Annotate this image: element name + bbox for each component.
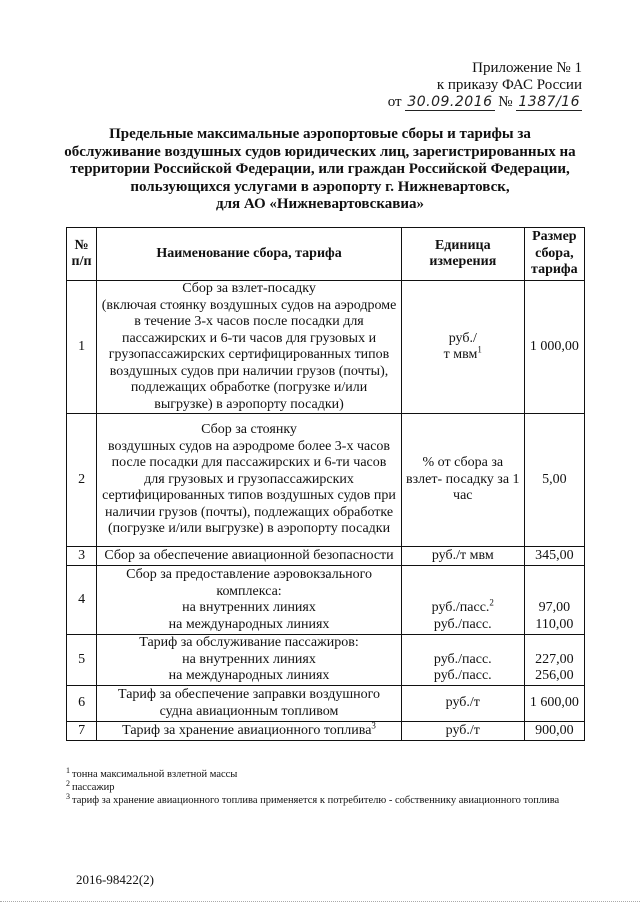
table-row <box>67 414 585 547</box>
header-value: Размер сбора, тарифа <box>524 228 584 281</box>
row-num: 4 <box>67 566 97 635</box>
title-line-5: для АО «Нижневартовскавиа» <box>215 196 424 212</box>
row-unit: руб./т <box>401 722 524 741</box>
row-num: 6 <box>67 686 97 722</box>
appendix-label: Приложение № 1 <box>472 60 582 76</box>
row-num: 7 <box>67 722 97 741</box>
row-num: 5 <box>67 635 97 686</box>
document-number: 2016-98422(2) <box>76 872 154 887</box>
row-value: 1 600,00 <box>524 686 584 722</box>
row-name-detail: воздушных судов на аэродроме более 3-х часов после посадки для пассажирских и 6-ти часов для грузовых и грузопассажирских сертифицированных типов воздушных судов при наличии грузов (почты), подлежащих обработке (погрузке и/или выгрузке) в аэропорту посадки <box>102 438 396 537</box>
title-line-2: обслуживание воздушных судов юридических лиц, зарегистрированных на <box>64 143 576 160</box>
table-row <box>67 635 585 686</box>
row-name <box>97 722 402 741</box>
tariff-table <box>66 227 585 741</box>
row-unit <box>401 635 524 686</box>
row-value-international: 110,00 <box>535 616 574 632</box>
row-name <box>97 566 402 635</box>
row-unit-international: руб./пасс. <box>433 668 492 683</box>
row-value <box>524 635 584 686</box>
footnote <box>66 778 586 794</box>
date-prefix: от <box>387 94 402 110</box>
table-header-row <box>67 228 585 281</box>
appendix-header <box>342 60 582 111</box>
row-name-title: Сбор за предоставление аэровокзального комплекса: <box>126 567 372 599</box>
row-unit-line1: руб./ <box>448 330 477 346</box>
row-name: Тариф за обеспечение заправки воздушного судна авиационным топливом <box>97 686 402 722</box>
scan-edge-divider <box>0 901 640 902</box>
table-row <box>67 281 585 414</box>
footnote-mark: 2 <box>66 778 70 788</box>
row-unit-line2: т мвм <box>443 347 478 362</box>
footnote-text: тонна максимальной взлетной массы <box>72 769 238 780</box>
row-unit-domestic: руб./пасс. <box>431 600 490 615</box>
footnote-ref-3: 3 <box>371 720 376 731</box>
row-unit-domestic: руб./пасс. <box>433 651 492 667</box>
row-value-domestic: 97,00 <box>538 600 571 615</box>
row-unit-international: руб./пасс. <box>433 616 492 632</box>
footnote-text: пассажир <box>72 782 115 793</box>
footnote <box>66 765 586 781</box>
row-name-text: Тариф за хранение авиационного топлива <box>122 722 372 738</box>
row-value: 345,00 <box>524 547 584 566</box>
row-unit: руб./т <box>401 686 524 722</box>
row-name-title: Сбор за стоянку <box>201 422 297 438</box>
number-prefix: № <box>498 94 513 110</box>
row-name <box>97 635 402 686</box>
row-value-international: 256,00 <box>535 668 574 683</box>
row-name <box>97 281 402 414</box>
row-unit: руб./т мвм <box>401 547 524 566</box>
row-line-domestic: на внутренних линиях <box>182 651 316 667</box>
header-num: № п/п <box>67 228 97 281</box>
row-unit <box>401 281 524 414</box>
row-name-detail: (включая стоянку воздушных судов на аэродроме в течение 3-х часов после посадки для пассажирских и 6-ти часов для грузовых и грузопассажирских сертифицированных типов воздушных судов при наличии грузов (почты), подлежащих обработке (погрузке и/или выгрузке) в аэропорту посадки) <box>101 297 397 412</box>
footnote-mark: 1 <box>66 765 70 775</box>
title-line-4: пользующихся услугами в аэропорту г. Нижневартовск, <box>130 178 510 195</box>
row-num: 1 <box>67 281 97 414</box>
footnotes <box>66 765 586 807</box>
row-value: 1 000,00 <box>524 281 584 414</box>
footnote-ref-2: 2 <box>489 597 494 608</box>
footnote-text: тариф за хранение авиационного топлива применяется к потребителю - собственнику авиационного топлива <box>72 795 560 806</box>
handwritten-date: 30.09.2016 <box>407 94 493 110</box>
row-value: 900,00 <box>524 722 584 741</box>
table-row <box>67 722 585 741</box>
row-line-international: на международных линиях <box>168 668 330 684</box>
footnote <box>66 791 586 807</box>
row-name-title: Тариф за обслуживание пассажиров: <box>139 635 359 651</box>
appendix-date-number <box>342 94 582 111</box>
row-line-domestic: на внутренних линиях <box>182 600 316 615</box>
row-name: Сбор за обеспечение авиационной безопасности <box>97 547 402 566</box>
table-row <box>67 566 585 635</box>
row-num: 2 <box>67 414 97 547</box>
row-name <box>97 414 402 547</box>
document-title <box>40 126 600 214</box>
row-unit: % от сбора за взлет- посадку за 1 час <box>401 414 524 547</box>
row-unit <box>401 566 524 635</box>
row-num: 3 <box>67 547 97 566</box>
table-row <box>67 686 585 722</box>
footnote-mark: 3 <box>66 791 70 801</box>
footnote-ref-1: 1 <box>477 344 482 355</box>
header-unit: Единица измерения <box>401 228 524 281</box>
row-value: 5,00 <box>524 414 584 547</box>
appendix-order-ref: к приказу ФАС России <box>436 77 582 93</box>
title-line-3: территории Российской Федерации, или граждан Российской Федерации, <box>70 161 570 177</box>
title-line-1: Предельные максимальные аэропортовые сборы и тарифы за <box>109 126 531 142</box>
handwritten-number: 1387/16 <box>518 94 580 110</box>
row-line-international: на международных линиях <box>168 616 330 632</box>
row-name-title: Сбор за взлет-посадку <box>182 281 316 296</box>
table-row <box>67 547 585 566</box>
row-value <box>524 566 584 635</box>
header-name: Наименование сбора, тарифа <box>97 228 402 281</box>
row-value-domestic: 227,00 <box>535 651 574 667</box>
